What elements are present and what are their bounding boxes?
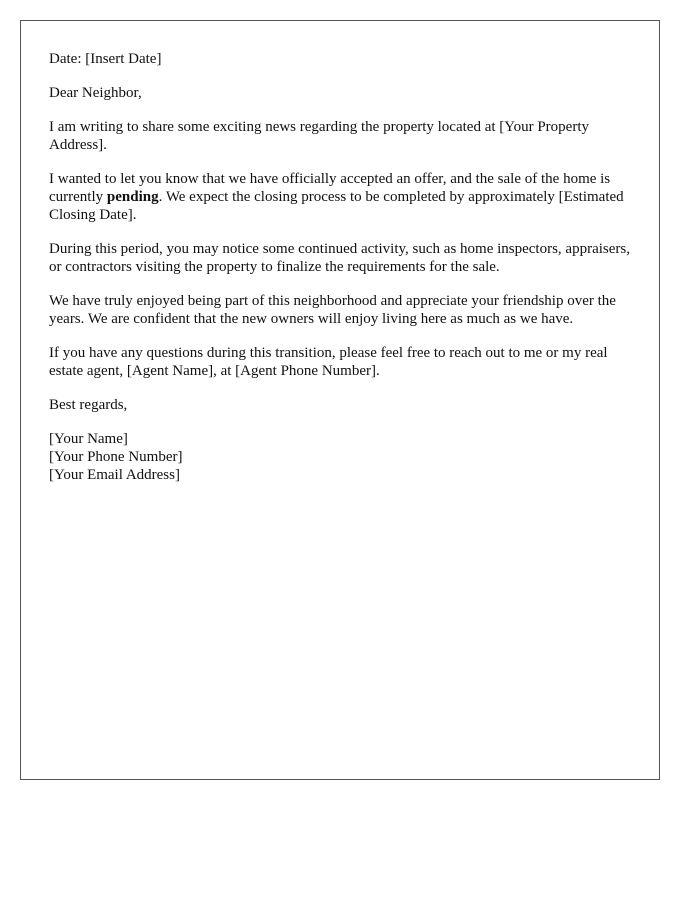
paragraph-appreciation: We have truly enjoyed being part of this neighborhood and appreciate your friendship over the years. We are confident that the new owners will enjoy living here as much as we have. bbox=[49, 293, 616, 327]
paragraph-property-news: I am writing to share some exciting news regarding the property located at [Your Property Address]. bbox=[49, 119, 589, 153]
signature-phone: [Your Phone Number] bbox=[49, 449, 183, 465]
letter-page bbox=[20, 20, 660, 780]
closing: Best regards, bbox=[49, 397, 128, 413]
paragraph-contact: If you have any questions during this transition, please feel free to reach out to me or my real estate agent, [Agent Name], at [Agent Phone Number]. bbox=[49, 345, 608, 379]
paragraph-offer-text-2: . We expect the closing process to be completed by approximately [Estimated Closing Date]. bbox=[49, 189, 624, 223]
paragraph-activity-notice: During this period, you may notice some continued activity, such as home inspectors, appraisers, or contractors visiting the property to finalize the requirements for the sale. bbox=[49, 241, 630, 275]
signature-block bbox=[49, 430, 631, 484]
paragraph-offer-text-1: I wanted to let you know that we have officially accepted an offer, and the sale of the home is currently bbox=[49, 171, 611, 205]
greeting: Dear Neighbor, bbox=[49, 85, 142, 101]
paragraph-offer-accepted bbox=[49, 170, 631, 224]
date-line: Date: [Insert Date] bbox=[49, 51, 162, 67]
signature-email: [Your Email Address] bbox=[49, 467, 180, 483]
pending-emphasis: pending bbox=[106, 189, 159, 205]
signature-name: [Your Name] bbox=[49, 431, 128, 447]
